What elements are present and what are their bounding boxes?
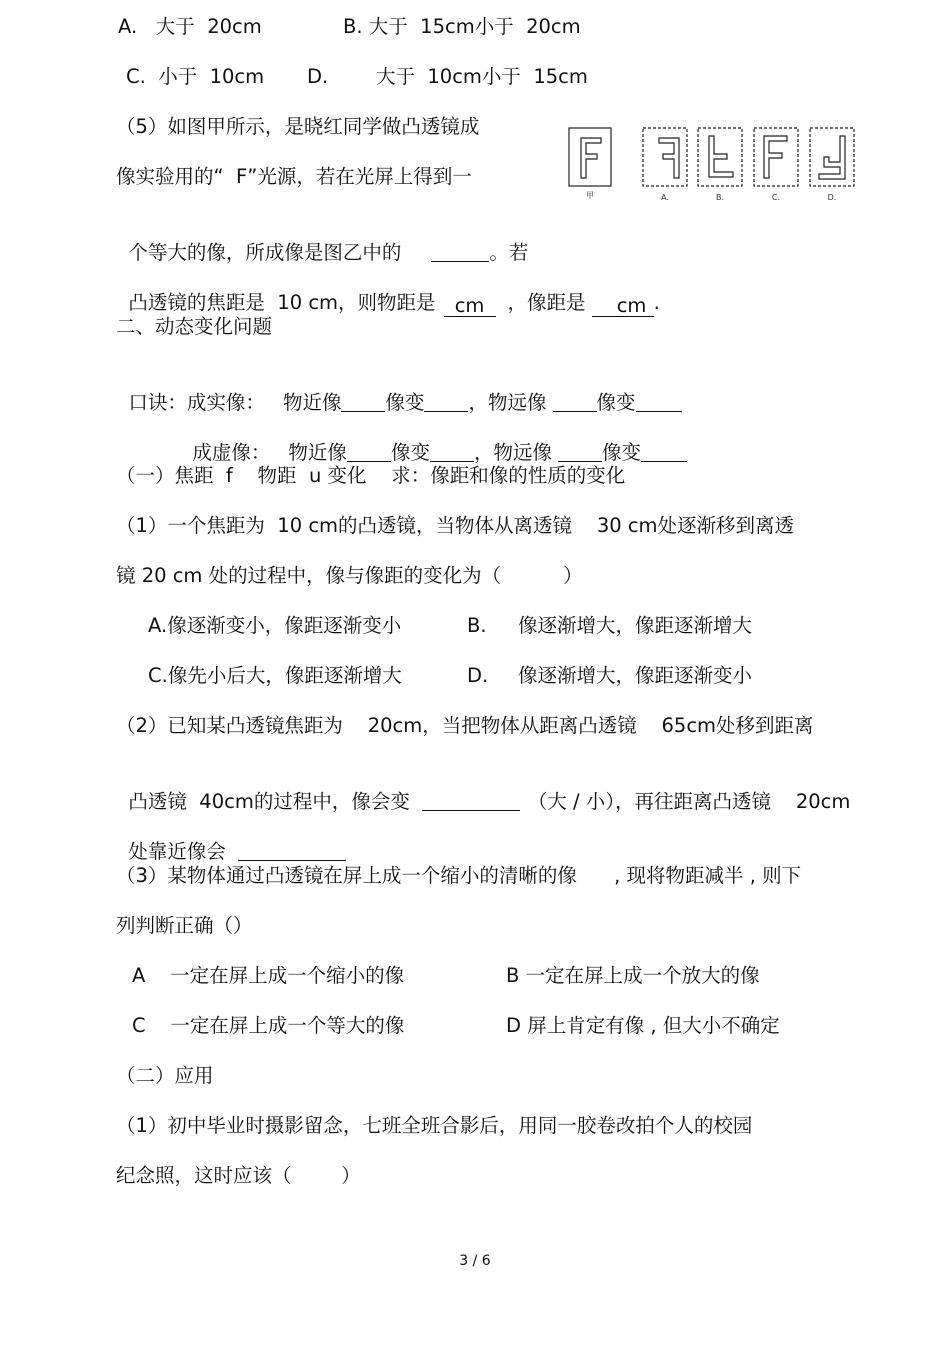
object-distance-unit: cm [454,294,485,317]
sub1-q1-option-c: C.像先小后大，像距逐渐增大 [148,664,402,687]
answer-blank-figure[interactable] [431,241,489,262]
q5-line-3-text: 个等大的像，所成像是图乙中的 [128,241,402,264]
blank-virtual-far-2[interactable] [641,441,687,462]
mnemonic-real-line [116,364,682,416]
sub1-q1-option-b: 像逐渐增大，像距逐渐增大 [518,614,753,637]
answer-blank-image-distance[interactable] [592,296,654,317]
blank-real-near-2[interactable] [424,391,468,412]
image-distance-unit: cm [616,294,647,317]
figure-option-d [810,128,854,186]
sub1-q3-line-1: （3）某物体通过凸透镜在屏上成一个缩小的清晰的像 , 现将物距减半 , 则下 [116,864,802,887]
sub1-q1-option-d-letter: D. [467,664,489,687]
blank-real-far-1[interactable] [553,391,597,412]
blank-virtual-near-1[interactable] [347,441,391,462]
sub1-q2-line-2-text: 凸透镜 40cm的过程中，像会变 [128,790,410,813]
q5-line-3-end: 。若 [489,241,529,264]
q5-line-1: （5）如图甲所示，是晓红同学做凸透镜成 [116,115,480,138]
sub1-q2-line-3 [116,813,346,865]
figure-label-source: 甲 [586,191,594,200]
mnemonic-virtual-line [180,414,687,466]
subsection-2-title: （二）应用 [116,1064,214,1087]
real-comma: ， [468,391,488,414]
figure-source-frame [569,128,611,186]
sub1-q3-option-c: C 一定在屏上成一个等大的像 [132,1014,405,1037]
sub1-q1-option-d: 像逐渐增大，像距逐渐变小 [518,664,753,687]
sub1-q2-line-1: （2）已知某凸透镜焦距为 20cm，当把物体从距离凸透镜 65cm处移到距离 [116,714,814,737]
virtual-comma: ， [473,441,494,464]
sub1-q2-line-2-end: （大 / 小），再往距离凸透镜 20cm [527,790,851,813]
answer-blank-object-distance[interactable] [444,296,496,317]
sub1-q1-option-a: A.像逐渐变小，像距逐渐变小 [148,614,402,637]
sub2-q1-line-1: （1）初中毕业时摄影留念，七班全班合影后，用同一胶卷改拍个人的校园 [116,1114,753,1137]
blank-image-size-2[interactable] [238,840,346,861]
sub1-q1-line-2: 镜 20 cm 处的过程中，像与像距的变化为（ ） [116,564,583,587]
sub1-q3-option-d: D 屏上肯定有像 , 但大小不确定 [506,1014,780,1037]
option-c: C. 小于 10cm [126,65,265,88]
option-a: A. 大于 20cm [118,15,262,38]
blank-virtual-far-1[interactable] [558,441,602,462]
real-change-label-1: 像变 [385,391,425,414]
page-number: 3 / 6 [459,1253,491,1269]
sub1-q1-option-b-letter: B. [467,614,487,637]
option-d: 大于 10cm小于 15cm [376,65,588,88]
figure-option-b [698,128,742,186]
q5-line-4 [116,264,660,317]
option-d-letter: D. [307,65,329,88]
sub1-q2-line-2 [116,763,850,815]
sub1-q1-line-1: （1）一个焦距为 10 cm的凸透镜，当物体从离透镜 30 cm处逐渐移到离透 [116,514,795,537]
virtual-image-label: 成虚像： [192,441,271,464]
blank-image-size-1[interactable] [422,790,520,811]
option-b: B. 大于 15cm小于 20cm [343,15,581,38]
real-change-label-2: 像变 [596,391,636,414]
q5-line-3 [116,214,528,266]
f-source-figure [565,124,857,206]
subsection-1-title: （一）焦距 f 物距 u 变化 求：像距和像的性质的变化 [116,464,626,487]
sub1-q3-line-2: 列判断正确（） [116,914,253,937]
virtual-near-label: 物近像 [288,441,347,464]
mnemonic-label: 口诀： [128,391,187,414]
virtual-far-label: 物远像 [493,441,552,464]
figure-option-a [643,128,687,186]
blank-real-near-1[interactable] [341,391,385,412]
sub1-q3-option-b: B 一定在屏上成一个放大的像 [506,964,760,987]
real-far-label: 物远像 [487,391,547,414]
sub1-q3-option-a: A 一定在屏上成一个缩小的像 [132,964,405,987]
virtual-change-label-1: 像变 [390,441,430,464]
sub2-q1-line-2: 纪念照，这时应该（ ） [116,1164,361,1187]
q5-line-4-end: . [653,291,660,314]
q5-line-4-mid: ，像距是 [507,291,586,314]
real-near-label: 物近像 [282,391,342,414]
figure-label-c: C. [771,193,781,202]
figure-label-a: A. [661,193,669,202]
figure-label-d: D. [827,193,837,202]
q5-line-4-text: 凸透镜的焦距是 10 cm，则物距是 [128,291,436,314]
real-image-label: 成实像： [186,391,265,414]
q5-line-2: 像实验用的“ F”光源，若在光屏上得到一 [116,165,472,188]
figure-option-c [754,128,798,186]
section-title: 二、动态变化问题 [116,315,273,338]
blank-real-far-2[interactable] [636,391,682,412]
figure-label-b: B. [715,193,725,202]
virtual-change-label-2: 像变 [601,441,641,464]
sub1-q2-line-3-text: 处靠近像会 [128,840,226,863]
blank-virtual-near-2[interactable] [430,441,474,462]
